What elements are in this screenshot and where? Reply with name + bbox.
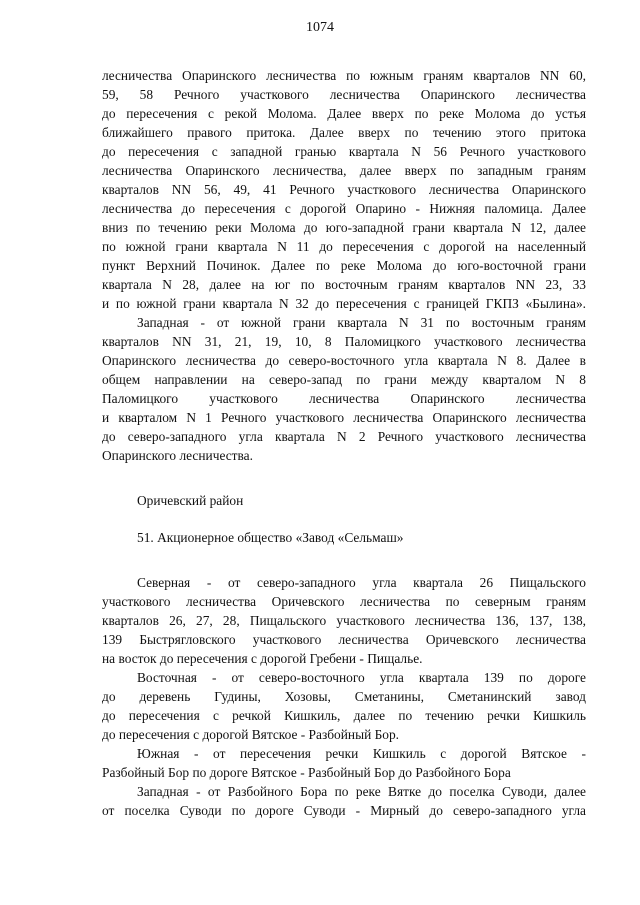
text-line: и кварталом N 1 Речного участкового лесничества Опаринского лесничества xyxy=(102,410,586,425)
text-line: до пересечения с дорогой Вятское - Разбойный Бор. xyxy=(102,727,400,742)
text-line: до пересечения с западной гранью квартала N 56 Речного участкового xyxy=(102,144,586,159)
text-line: кварталов 26, 27, 28, Пищальского участкового лесничества 136, 137, 138, xyxy=(102,613,586,628)
text-line: Опаринского лесничества до северо-восточного угла квартала N 8. Далее в xyxy=(102,353,586,368)
text-line: ближайшего правого притока. Далее вверх по течению этого притока xyxy=(102,125,586,140)
text-line: вниз по течению реки Молома до юго-западной грани квартала N 12, далее xyxy=(102,220,586,235)
text-line: лесничества до пересечения с дорогой Опарино - Нижняя паломица. Далее xyxy=(102,201,586,216)
text-line: от поселка Суводи по дороге Суводи - Мирный до северо-западного угла xyxy=(102,803,586,818)
text-line: 59, 58 Речного участкового лесничества Опаринского лесничества xyxy=(102,87,586,102)
text-line: Северная - от северо-западного угла квартала 26 Пищальского xyxy=(137,575,586,590)
text-line: до пересечения с речкой Кишкиль, далее по течению речки Кишкиль xyxy=(102,708,586,723)
text-line: участкового лесничества Оричевского лесничества по северным граням xyxy=(102,594,586,609)
text-line: на восток до пересечения с дорогой Гребени - Пищалье. xyxy=(102,651,423,666)
text-line: Восточная - от северо-восточного угла квартала 139 по дороге xyxy=(137,670,586,685)
company-heading: 51. Акционерное общество «Завод «Сельмаш» xyxy=(137,530,404,545)
text-line: до северо-западного угла квартала N 2 Речного участкового лесничества xyxy=(102,429,586,444)
text-line: пункт Верхний Починок. Далее по реке Молома до юго-восточной грани xyxy=(102,258,586,273)
text-line: до пересечения с рекой Молома. Далее вверх по реке Молома до устья xyxy=(102,106,586,121)
text-line: 139 Быстрягловского участкового лесничества Оричевского лесничества xyxy=(102,632,586,647)
text-line: квартала N 28, далее на юг по восточным граням кварталов NN 23, 33 xyxy=(102,277,586,292)
text-line: Южная - от пересечения речки Кишкиль с дорогой Вятское - xyxy=(137,746,586,761)
text-line: Опаринского лесничества. xyxy=(102,448,253,463)
page-number: 1074 xyxy=(306,20,334,35)
text-line: общем направлении на северо-запад по грани между кварталом N 8 xyxy=(102,372,586,387)
text-line: кварталов NN 56, 49, 41 Речного участкового лесничества Опаринского xyxy=(102,182,586,197)
text-line: и по южной грани квартала N 32 до пересечения с границей ГКПЗ «Былина». xyxy=(102,296,586,311)
text-line: лесничества Опаринского лесничества по южным граням кварталов NN 60, xyxy=(102,68,586,83)
text-line: лесничества Опаринского лесничества, далее вверх по западным граням xyxy=(102,163,586,178)
text-line: по южной грани квартала N 11 до пересечения с дорогой на населенный xyxy=(102,239,586,254)
text-line: кварталов NN 31, 21, 19, 10, 8 Паломицкого участкового лесничества xyxy=(102,334,586,349)
text-line: до деревень Гудины, Хозовы, Сметанины, Сметанинский завод xyxy=(102,689,586,704)
text-line: Западная - от Разбойного Бора по реке Вятке до поселка Суводи, далее xyxy=(137,784,586,799)
district-heading: Оричевский район xyxy=(137,493,244,508)
text-line: Разбойный Бор по дороге Вятское - Разбойный Бор до Разбойного Бора xyxy=(102,765,511,780)
text-line: Паломицкого участкового лесничества Опаринского лесничества xyxy=(102,391,586,406)
text-line: Западная - от южной грани квартала N 31 по восточным граням xyxy=(137,315,586,330)
